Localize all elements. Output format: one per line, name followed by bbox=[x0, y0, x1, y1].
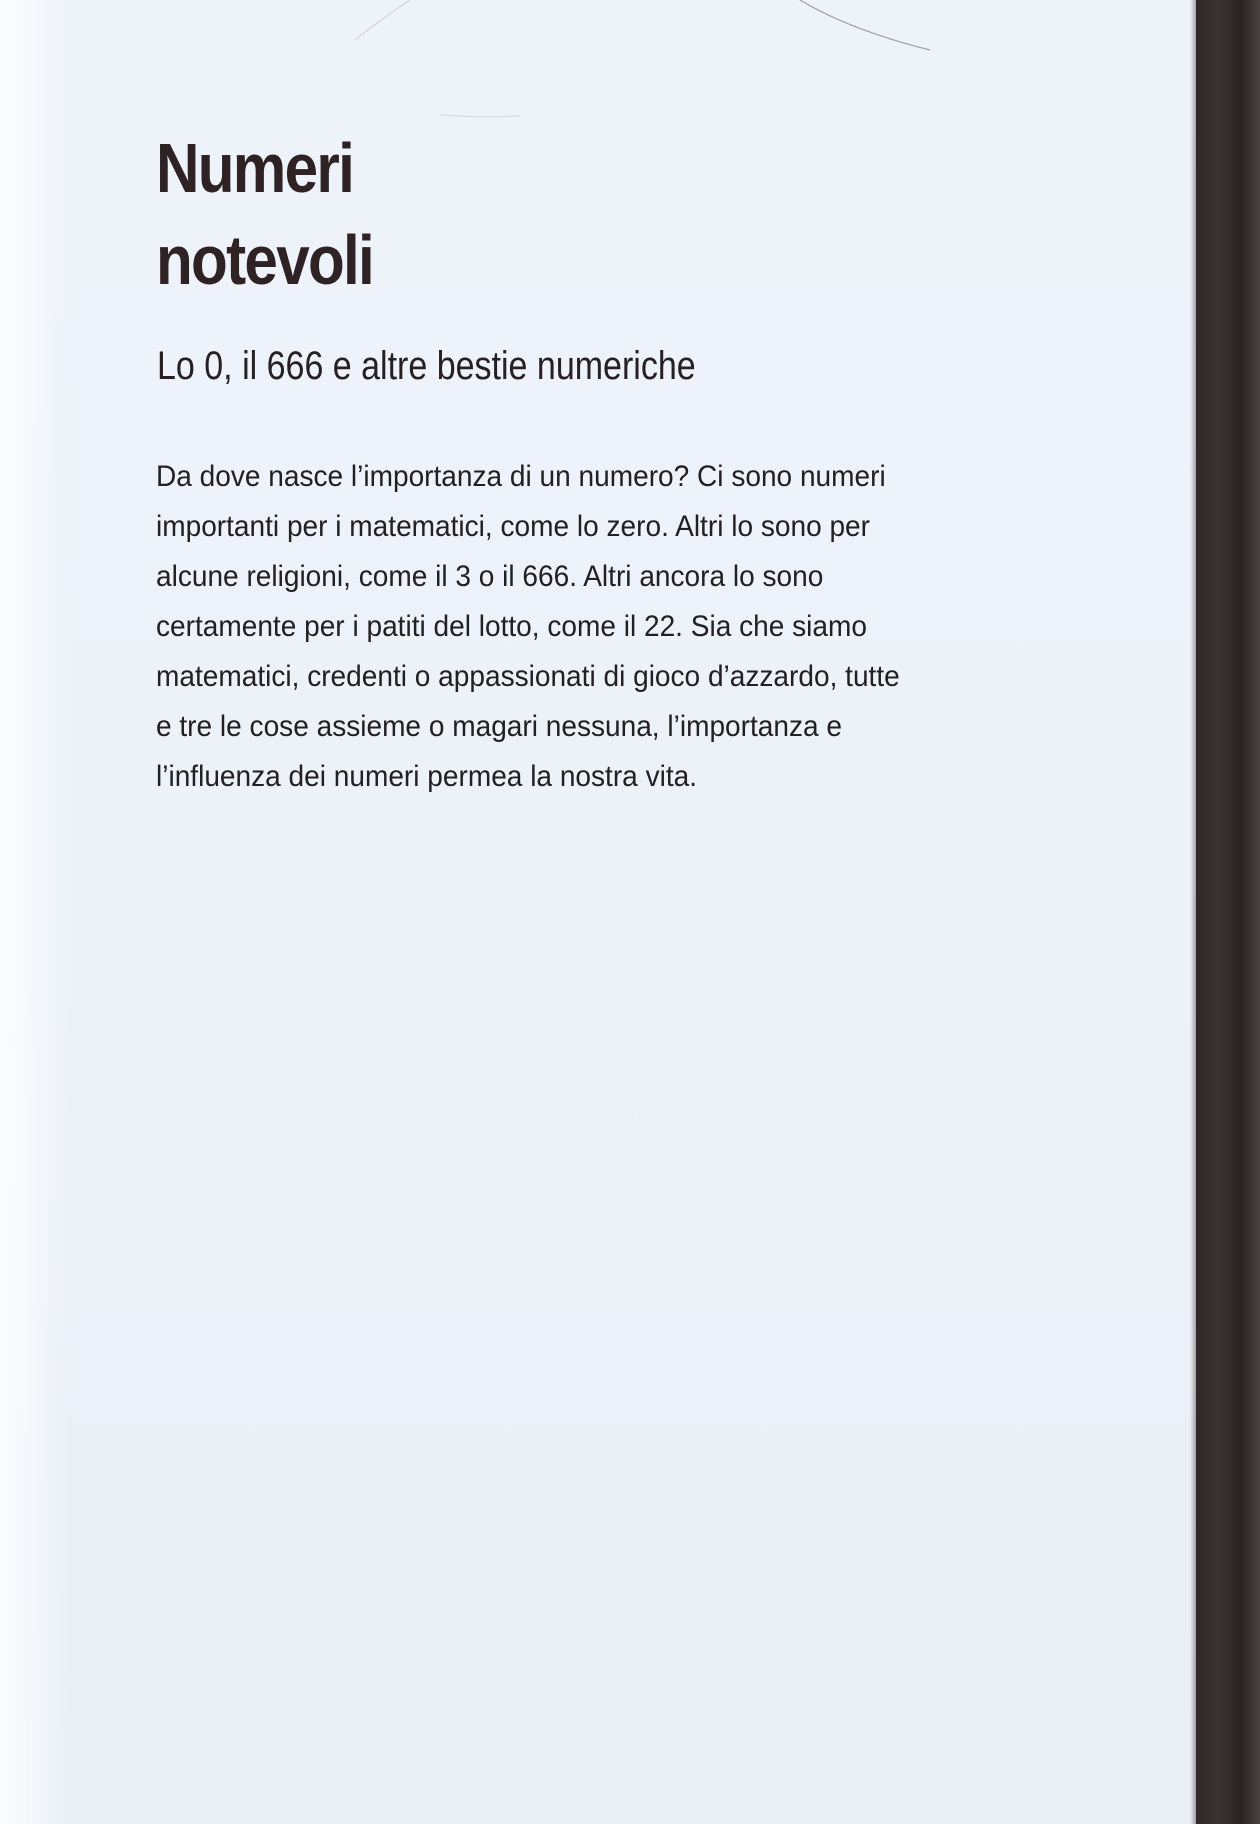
book-spine bbox=[1196, 0, 1260, 1824]
page-subtitle: Lo 0, il 666 e altre bestie numeriche bbox=[157, 344, 696, 388]
body-line: e tre le cose assieme o magari nessuna, l’importanza e bbox=[156, 710, 843, 743]
title-line-1: Numeri bbox=[156, 129, 354, 207]
body-line: Da dove nasce l’importanza di un numero? Ci sono numeri bbox=[156, 460, 886, 493]
body-line: importanti per i matematici, come lo zero. Altri lo sono per bbox=[156, 510, 871, 543]
page-edge-shading bbox=[0, 0, 70, 1824]
body-paragraph bbox=[156, 452, 900, 802]
body-line: certamente per i patiti del lotto, come il 22. Sia che siamo bbox=[156, 610, 867, 643]
page-title bbox=[156, 122, 603, 306]
body-line: l’influenza dei numeri permea la nostra vita. bbox=[156, 760, 698, 793]
title-line-2: notevoli bbox=[156, 221, 374, 299]
body-line: alcune religioni, come il 3 o il 666. Altri ancora lo sono bbox=[156, 560, 824, 593]
body-line: matematici, credenti o appassionati di gioco d’azzardo, tutte bbox=[156, 660, 900, 693]
